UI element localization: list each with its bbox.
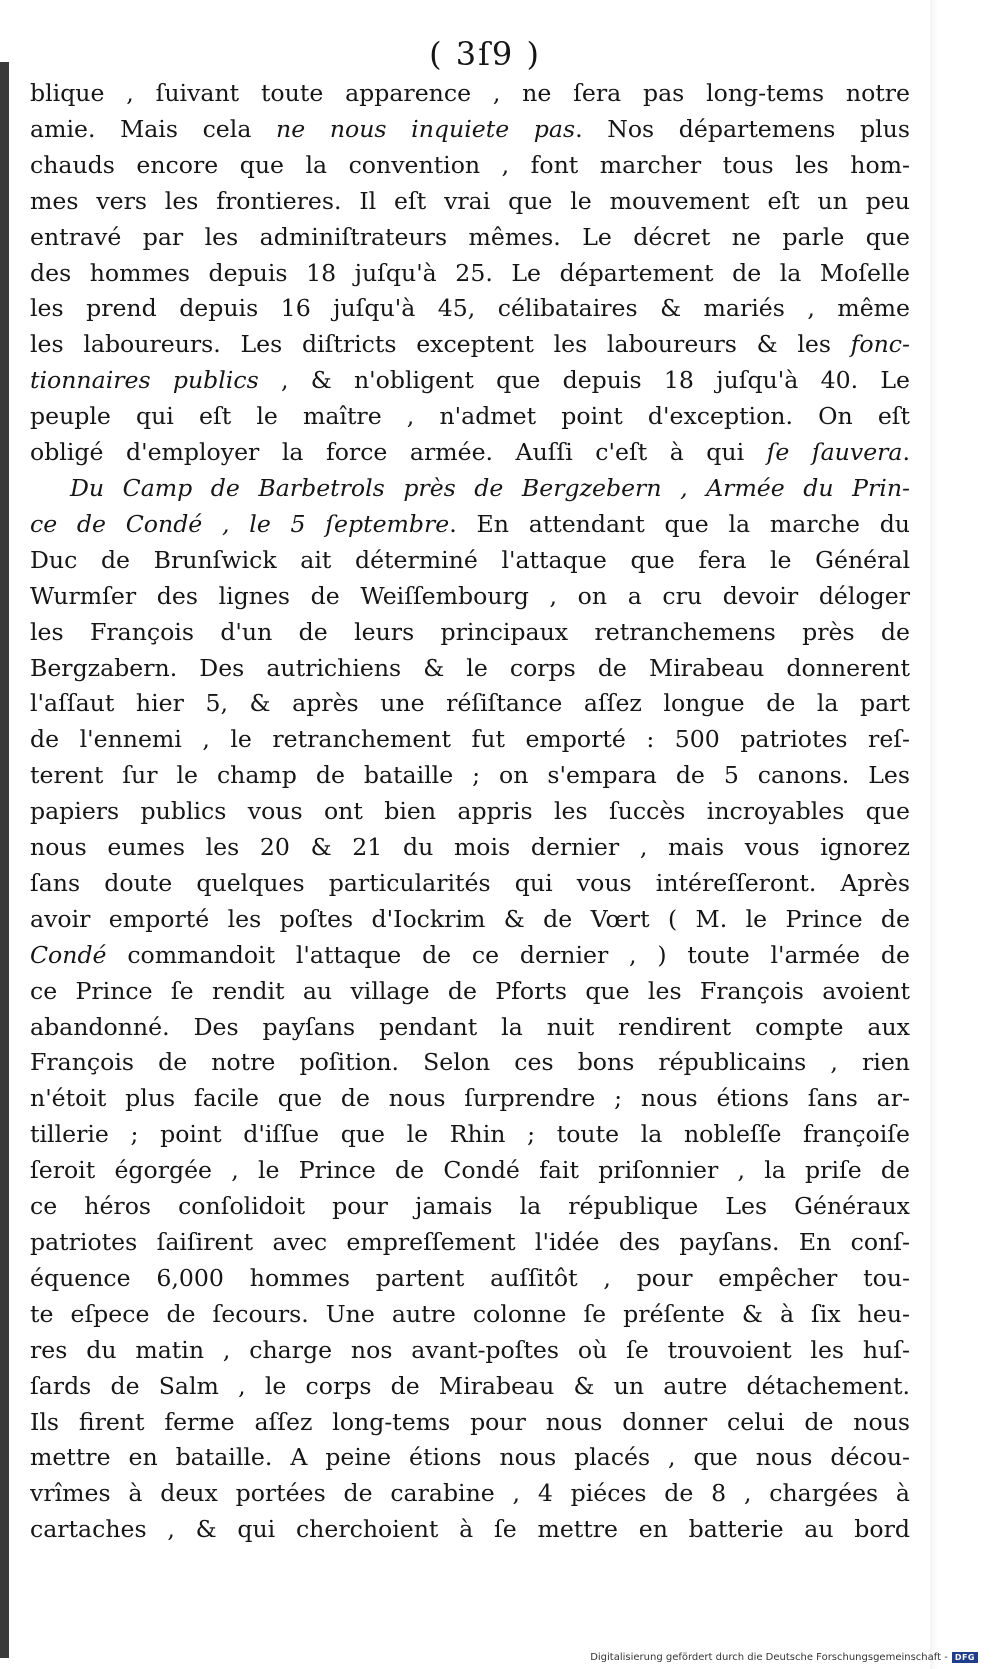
line-text-rest: . Nos départemens plus: [575, 114, 910, 143]
line-text: les laboureurs. Les diſtricts exceptent les laboureurs & les: [30, 330, 851, 359]
line-text-rest: . En attendant que la marche du: [449, 509, 910, 538]
text-line: [30, 830, 910, 866]
text-line: [30, 866, 910, 902]
line-text: les prend depuis 16 juſqu'à 45, célibataires & mariés , même: [30, 294, 910, 323]
line-text: Wurmſer des lignes de Weiſſembourg , on a cru devoir déloger: [30, 581, 910, 610]
text-line: [30, 435, 910, 471]
text-line: [30, 507, 910, 543]
text-line: [30, 256, 910, 292]
text-line: [30, 938, 910, 974]
digitization-footer: [590, 1652, 978, 1663]
text-line: [30, 291, 910, 327]
text-line: [30, 399, 910, 435]
line-text: mettre en bataille. A peine étions nous placés , que nous décou-: [30, 1443, 910, 1472]
text-line: [30, 1153, 910, 1189]
text-line: [30, 148, 910, 184]
line-italic-text: Du Camp de Barbetrols près de Bergzebern , Armée du Prin-: [70, 473, 910, 502]
line-text: cartaches , & qui cherchoient à ſe mettre en batterie au bord: [30, 1515, 910, 1544]
text-line: [30, 112, 910, 148]
scan-binding-edge: [0, 62, 9, 1658]
line-text: l'aſſaut hier 5, & après une réſiſtance aſſez longue de la part: [30, 689, 910, 718]
text-line: [30, 651, 910, 687]
text-line: [30, 615, 910, 651]
line-text: ce héros conſolidoit pour jamais la république Les Généraux: [30, 1192, 910, 1221]
line-text: avoir emporté les poſtes d'Iockrim & de Vœrt ( M. le Prince de: [30, 904, 910, 933]
text-line: [30, 1333, 910, 1369]
text-line: [30, 1440, 910, 1476]
dfg-logo: DFG: [952, 1652, 978, 1663]
line-text: tillerie ; point d'iſſue que le Rhin ; toute la nobleſſe françoiſe: [30, 1120, 910, 1149]
text-line: [30, 76, 910, 112]
page-body-text: [30, 76, 910, 1548]
line-text: abandonné. Des payſans pendant la nuit rendirent compte aux: [30, 1012, 910, 1041]
line-text: équence 6,000 hommes partent auſſitôt , pour empêcher tou-: [30, 1263, 910, 1292]
line-text: les François d'un de leurs principaux retranchemens près de: [30, 617, 910, 646]
line-text: des hommes depuis 18 juſqu'à 25. Le département de la Moſelle: [30, 258, 910, 287]
text-line: [30, 722, 910, 758]
page-number: ( 3ſ9 ): [429, 35, 541, 73]
text-line: [30, 1297, 910, 1333]
line-italic-text: ſe ſauvera: [766, 438, 903, 467]
line-text: ce Prince ſe rendit au village de Pforts que les François avoient: [30, 976, 910, 1005]
line-text-rest: commandoit l'attaque de ce dernier , ) toute l'armée de: [106, 940, 910, 969]
text-line: [30, 1261, 910, 1297]
line-text: vrîmes à deux portées de carabine , 4 piéces de 8 , chargées à: [30, 1479, 910, 1508]
line-text: chauds encore que la convention , font marcher tous les hom-: [30, 150, 910, 179]
line-italic-text: tionnaires publics: [30, 366, 259, 395]
line-text: terent ſur le champ de bataille ; on s'empara de 5 canons. Les: [30, 761, 910, 790]
text-line: [30, 220, 910, 256]
line-text: François de notre poſition. Selon ces bons républicains , rien: [30, 1048, 910, 1077]
line-text: ſans doute quelques particularités qui vous intéreſſeront. Après: [30, 868, 910, 897]
text-line: [30, 1010, 910, 1046]
text-line: [30, 1369, 910, 1405]
line-text-rest: .: [902, 438, 910, 467]
line-text: Ils firent ferme aſſez long-tems pour nous donner celui de nous: [30, 1407, 910, 1436]
line-text: ſeroit égorgée , le Prince de Condé fait priſonnier , la priſe de: [30, 1156, 910, 1185]
line-text: papiers publics vous ont bien appris les ſuccès incroyables que: [30, 797, 910, 826]
text-line: [30, 543, 910, 579]
line-text: n'étoit plus facile que de nous ſurprendre ; nous étions ſans ar-: [30, 1084, 910, 1113]
line-italic-text: ce de Condé , le 5 ſeptembre: [30, 509, 450, 538]
line-text-rest: , & n'obligent que depuis 18 juſqu'à 40. Le: [258, 366, 910, 395]
text-line: [30, 1189, 910, 1225]
text-line: [30, 471, 910, 507]
text-line: [30, 1081, 910, 1117]
line-text: res du matin , charge nos avant-poſtes où ſe trouvoient les huſ-: [30, 1335, 910, 1364]
text-line: [30, 363, 910, 399]
line-text: blique , ſuivant toute apparence , ne ſera pas long-tems notre: [30, 79, 910, 107]
text-line: [30, 1512, 910, 1548]
document-page: [30, 34, 910, 1548]
text-line: [30, 1405, 910, 1441]
scan-page-edge: [930, 0, 938, 1669]
line-text: Bergzabern. Des autrichiens & le corps de Mirabeau donnerent: [30, 653, 910, 682]
text-line: [30, 327, 910, 363]
line-italic-text: Condé: [30, 940, 107, 969]
text-line: [30, 794, 910, 830]
text-line: [30, 686, 910, 722]
text-line: [30, 1476, 910, 1512]
line-text: te eſpece de ſecours. Une autre colonne ſe préſente & à ſix heu-: [30, 1299, 910, 1328]
line-text: nous eumes les 20 & 21 du mois dernier , mais vous ignorez: [30, 833, 910, 862]
text-line: [30, 184, 910, 220]
text-line: [30, 1045, 910, 1081]
text-line: [30, 1225, 910, 1261]
text-line: [30, 974, 910, 1010]
text-line: [30, 758, 910, 794]
line-text: de l'ennemi , le retranchement fut emporté : 500 patriotes reſ-: [30, 725, 910, 754]
line-text: amie. Mais cela: [30, 114, 277, 143]
text-line: [30, 579, 910, 615]
line-text: ſards de Salm , le corps de Mirabeau & un autre détachement.: [30, 1371, 910, 1400]
text-line: [30, 1117, 910, 1153]
line-text: mes vers les frontieres. Il eſt vrai que le mouvement eſt un peu: [30, 186, 910, 215]
footer-credit-text: Digitalisierung gefördert durch die Deutsche Forschungsgemeinschaft -: [590, 1652, 948, 1663]
line-text: peuple qui eſt le maître , n'admet point d'exception. On eſt: [30, 402, 910, 431]
line-italic-text: fonc-: [850, 330, 910, 359]
line-text: patriotes ſaiſirent avec empreſſement l'idée des payſans. En conſ-: [30, 1228, 910, 1256]
line-text: Duc de Brunſwick ait déterminé l'attaque que fera le Général: [30, 545, 910, 574]
line-italic-text: ne nous inquiete pas: [276, 114, 576, 143]
text-line: [30, 902, 910, 938]
line-text: entravé par les adminiſtrateurs mêmes. Le décret ne parle que: [30, 222, 910, 251]
line-text: obligé d'employer la force armée. Auſſi c'eſt à qui: [30, 438, 767, 467]
